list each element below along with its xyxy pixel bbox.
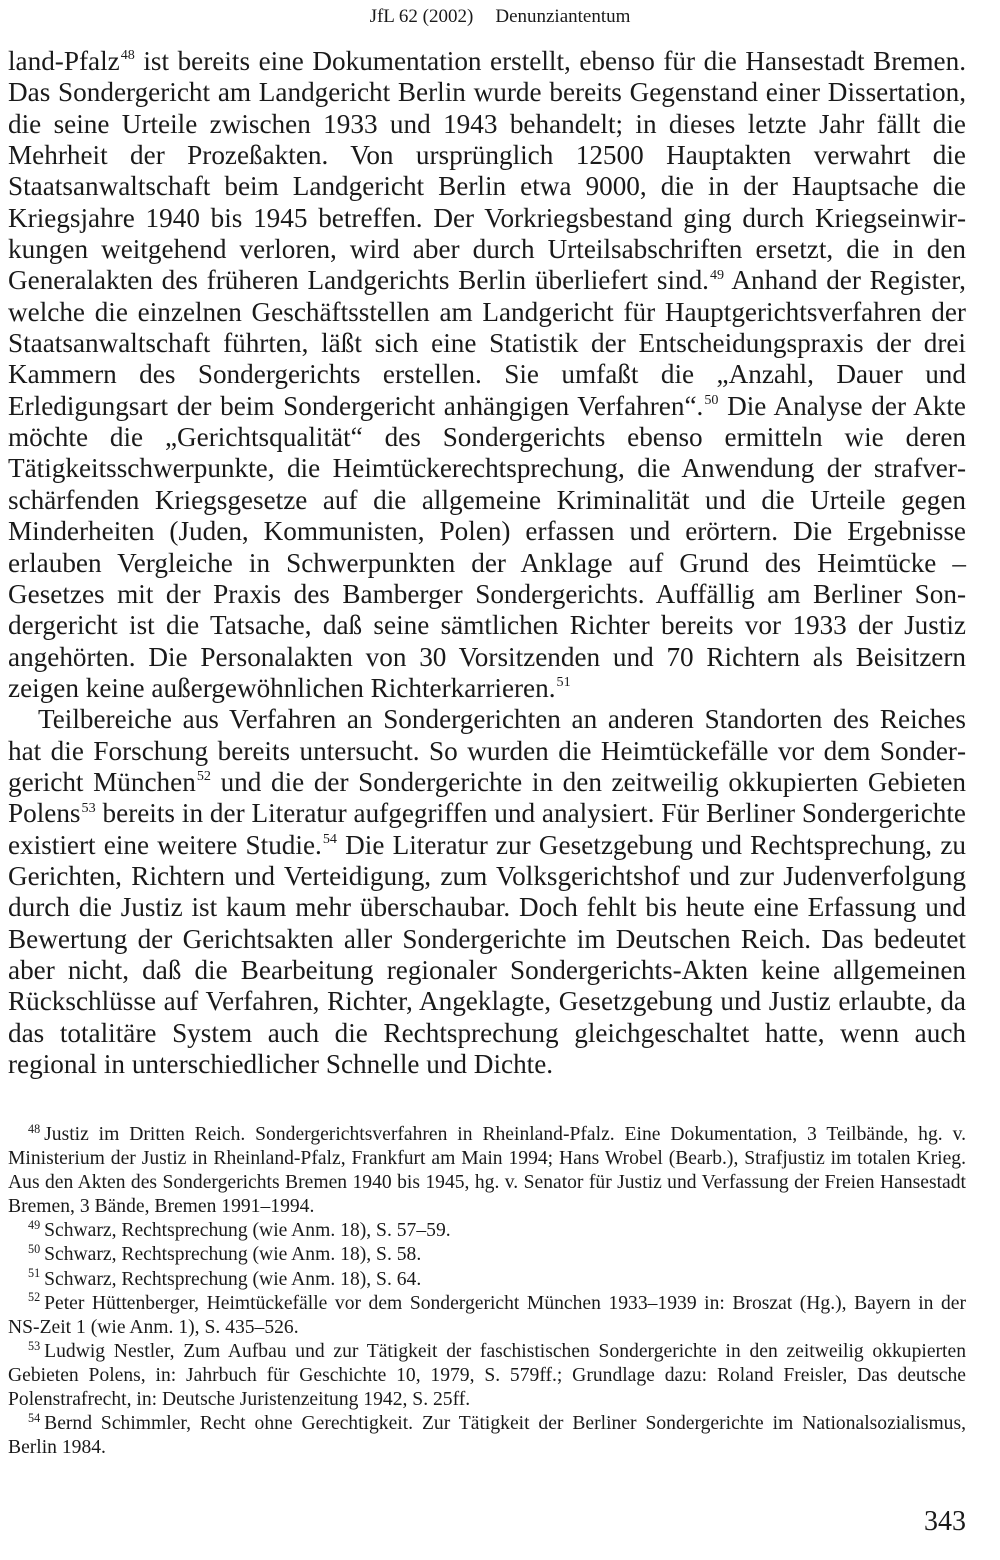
footnote-ref-49[interactable]: 49: [709, 266, 725, 283]
footnote-ref-51[interactable]: 51: [556, 674, 571, 691]
footnote-48: [8, 1123, 966, 1219]
footnotes: [8, 1123, 966, 1460]
footnote-49: [8, 1219, 966, 1243]
footnote-ref-53[interactable]: 53: [81, 799, 96, 816]
paragraph-2-segment: bereits in der Literatur aufgegriffen und analysiert. Für Berliner Sondergerichte existiert eine weitere Studie.: [8, 798, 966, 860]
running-title: Denunziantentum: [495, 6, 631, 27]
page-number: 343: [924, 1506, 966, 1537]
paragraph-1: [8, 46, 966, 704]
footnote-ref-54[interactable]: 54: [322, 831, 337, 847]
footnote-text: Peter Hüttenberger, Heimtückefälle vor dem Sondergericht München 1933–1939 in: Broszat (Hg.), Bayern in der NS-Zeit 1 (wie Anm. 1), S. 435–526.: [8, 1292, 966, 1338]
footnote-52: [8, 1292, 966, 1340]
paragraph-1-segment: Anhand der Register, welche die einzelnen Geschäftsstellen am Landgericht für Hauptgerichtsverfahren der Staatsanwaltschaft führten, läßt sich eine Statistik der Entscheidungspraxis der drei Kammern des Sondergerichts erstellen. Sie umfaßt die „Anzahl, Dauer und Erledigungsart der beim Sondergericht anhängigen Verfahren“.: [8, 265, 966, 421]
footnote-number: 48: [28, 1121, 41, 1136]
footnote-54: [8, 1412, 966, 1460]
footnote-ref-50[interactable]: 50: [704, 392, 719, 409]
footnote-number: 49: [28, 1218, 41, 1233]
footnote-number: 52: [28, 1290, 41, 1305]
footnote-51: [8, 1268, 966, 1292]
paragraph-2: [8, 704, 966, 1080]
paragraph-1-segment: ist bereits eine Dokumentation erstellt, ebenso für die Hansestadt Bremen. Das Sondergericht am Landgericht Berlin wurde bereits Gegenstand einer Dissertation, die seine Urteile zwischen 1933 und 1943 behandelt; in dieses letzte Jahr fällt die Mehrheit der Prozeßakten. Von ursprünglich 12500 Hauptakten verwahrt die Staatsanwaltschaft beim Landgericht Berlin etwa 9000, die in der Hauptsache die Kriegsjahre 1940 bis 1945 betreffen. Der Vorkriegsbestand ging durch Kriegseinwirkungen weitgehend verloren, wird aber durch Urteilsabschriften ersetzt, die in den Generalakten des früheren Landgerichts Berlin überliefert sind.: [8, 46, 966, 296]
paragraph-2-segment: und die der Sondergerichte in den zeitweilig okkupierten Gebieten Polens: [8, 766, 966, 829]
footnote-text: Ludwig Nestler, Zum Aufbau und zur Tätigkeit der faschistischen Sondergerichte in den zeitweilig okkupierten Gebieten Polens, in: Jahrbuch für Geschichte 10, 1979, S. 579ff.; Grundlage dazu: Roland Freisler, Das deutsche Polenstrafrecht, in: Deutsche Juristenzeitung 1942, S. 25ff.: [8, 1340, 966, 1411]
footnote-text: Schwarz, Rechtsprechung (wie Anm. 18), S. 58.: [44, 1244, 422, 1266]
paragraph-1-segment: Die Analyse der Akte möchte die „Gerichtsqualität“ des Sondergerichts ebenso ermitteln wie deren Tätigkeitsschwerpunkte, die Heimtückerechtsprechung, die Anwendung der strafverschärfenden Kriegsgesetze auf die allgemeine Kriminalität und die Urteile gegen Minderheiten (Juden, Kommunisten, Polen) erfassen und erörtern. Die Ergebnisse erlauben Vergleiche in Schwerpunkten der Anklage auf Grund des Heimtücke – Gesetzes mit der Praxis des Bamberger Sondergerichts. Auffällig am Berliner Sondergericht ist die Tatsache, daß seine sämtlichen Richter bereits vor 1933 der Justiz angehörten. Die Personalakten von 30 Vorsitzenden und 70 Richtern als Beisitzern zeigen keine außergewöhnlichen Richterkarrieren.: [8, 390, 967, 703]
footnote-53: [8, 1340, 966, 1412]
footnote-number: 53: [28, 1338, 41, 1353]
footnote-number: 51: [28, 1266, 41, 1281]
paragraph-1-segment: land-Pfalz: [8, 46, 120, 76]
running-head: [0, 6, 1000, 28]
footnote-number: 50: [28, 1242, 41, 1257]
journal-label: JfL 62 (2002): [369, 6, 474, 27]
footnote-text: Justiz im Dritten Reich. Sondergerichtsverfahren in Rheinland-Pfalz. Eine Dokumentation, 3 Teilbände, hg. v. Ministerium der Justiz in Rheinland-Pfalz, Frankfurt am Main 1994; Hans Wrobel (Bearb.), Strafjustiz im totalen Krieg. Aus den Akten des Sondergerichts Bremen 1940 bis 1945, hg. v. Senator für Justiz und Verfassung der Freien Hansestadt Bremen, 3 Bände, Bremen 1991–1994.: [8, 1124, 966, 1218]
footnote-50: [8, 1243, 966, 1267]
footnote-text: Schwarz, Rechtsprechung (wie Anm. 18), S. 57–59.: [44, 1220, 451, 1242]
footnote-text: Schwarz, Rechtsprechung (wie Anm. 18), S. 64.: [44, 1268, 422, 1290]
body-text: [8, 46, 966, 1080]
paragraph-2-segment: Teilbereiche aus Verfahren an Sondergerichten an anderen Standorten des Reiches hat die Forschung bereits untersucht. So wurden die Heimtückefälle vor dem Sondergericht München: [8, 704, 966, 797]
paragraph-2-segment: Die Literatur zur Gesetzgebung und Rechtsprechung, zu Gerichten, Richtern und Verteidigung, zum Volksgerichtshof und zur Judenverfolgung durch die Justiz ist kaum mehr überschaubar. Doch fehlt bis heute eine Erfassung und Bewertung der Gerichtsakten aller Sondergerichte im Deutschen Reich. Das bedeutet aber nicht, daß die Bearbeitung regionaler Sondergerichts-Akten keine allgemeinen Rückschlüsse auf Verfahren, Richter, Angeklagte, Gesetzgebung und Justiz erlaubte, da das totalitäre System auch die Rechtsprechung gleichgeschaltet hatte, wenn auch regional in unterschiedlicher Schnelle und Dichte.: [8, 829, 966, 1079]
footnote-ref-48[interactable]: 48: [120, 47, 135, 64]
footnote-text: Bernd Schimmler, Recht ohne Gerechtigkeit. Zur Tätigkeit der Berliner Sondergerichte im Nationalsozialismus, Berlin 1984.: [8, 1413, 966, 1459]
footnote-ref-52[interactable]: 52: [196, 768, 211, 785]
footnote-number: 54: [28, 1410, 41, 1425]
